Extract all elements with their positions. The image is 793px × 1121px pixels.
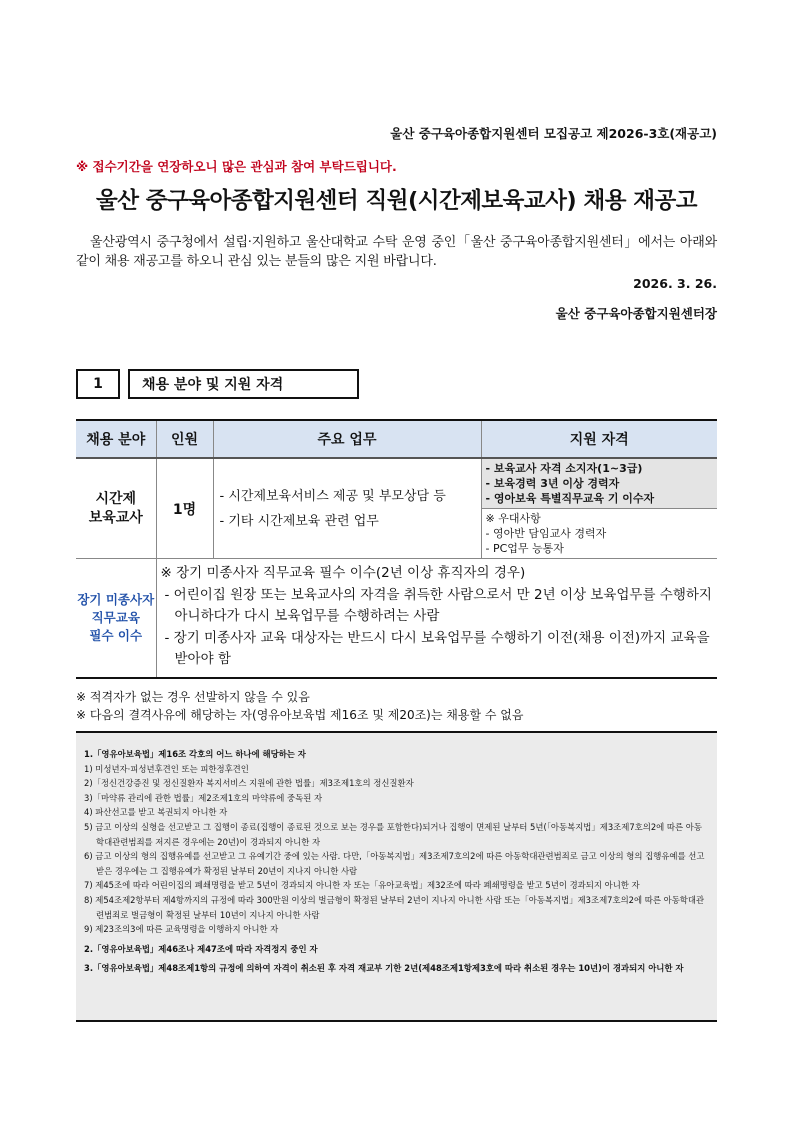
field-name-line1: 시간제 <box>95 490 137 507</box>
preference-item: - 영아반 담임교사 경력자 <box>485 527 607 540</box>
disqualification-item: 1) 미성년자·피성년후견인 또는 피한정후견인 <box>84 763 249 774</box>
long-term-line1: 장기 미종사자 <box>77 591 155 607</box>
headcount-cell: 1명 <box>156 458 213 559</box>
duties-cell <box>213 458 481 559</box>
section-title: 채용 분야 및 지원 자격 <box>128 369 359 399</box>
note-item: ※ 다음의 결격사유에 해당하는 자(영유아보육법 제16조 및 제20조)는 채용할 수 없음 <box>76 708 524 722</box>
preference-heading: ※ 우대사항 <box>485 512 541 525</box>
disqualification-item: 7) 제45조에 따라 어린이집의 폐쇄명령을 받고 5년이 경과되지 아니한 자 또는「유아교육법」제32조에 따라 폐쇄명령을 받고 5년이 경과되지 아니한 자 <box>84 880 640 891</box>
table-header-row <box>76 420 717 458</box>
organization-name: 울산 중구육아종합지원센터장 <box>555 306 717 321</box>
disqualification-heading: 3.「영유아보육법」제48조제1항의 규정에 의하여 자격이 취소된 후 자격 재교부 기한 2년(제48조제1항제3호에 따라 취소된 경우는 10년)이 경과되지 아니한 자 <box>84 963 684 974</box>
long-term-line3: 필수 이수 <box>89 627 143 643</box>
duty-item: - 기타 시간제보육 관련 업무 <box>219 513 379 529</box>
field-cell <box>76 458 156 559</box>
long-term-item: - 어린이집 원장 또는 보육교사의 자격을 취득한 사람으로서 만 2년 이상 보육업무를 수행하지 아니하다가 다시 보육업무를 수행하려는 사람 <box>164 586 712 624</box>
page-title: 울산 중구육아종합지원센터 직원(시간제보육교사) 채용 재공고 <box>95 188 697 214</box>
disqualification-item: 5) 금고 이상의 실형을 선고받고 그 집행이 종료(집행이 종료된 것으로 보는 경우를 포함한다)되거나 집행이 면제된 날부터 5년(「아동복지법」제3조제7호의2에 따른 아동학대관련범죄를 저지른 경우에는 20년)이 경과되지 아니한 자 <box>84 821 702 847</box>
disqualification-item: 9) 제23조의3에 따른 교육명령을 이행하지 아니한 자 <box>84 924 279 935</box>
notes <box>76 688 523 724</box>
qualification-item: - 영아보육 특별직무교육 기 이수자 <box>485 492 655 505</box>
disqualification-item: 8) 제54조제2항부터 제4항까지의 규정에 따라 300만원 이상의 벌금형이 확정된 날부터 2년이 지나지 아니한 사람 또는「아동복지법」제3조제7호의2에 따른 아동학대관련범죄로 벌금형이 확정된 날부터 10년이 지나지 아니한 사람 <box>84 894 705 920</box>
preference-item: - PC업무 능통자 <box>485 542 564 555</box>
recruitment-table <box>76 419 717 679</box>
disqualification-item: 2)「정신건강증진 및 정신질환자 복지서비스 지원에 관한 법률」제3조제1호의 정신질환자 <box>84 778 414 789</box>
intro-paragraph: 울산광역시 중구청에서 설립·지원하고 울산대학교 수탁 운영 중인「울산 중구육아종합지원센터」에서는 아래와 같이 채용 재공고를 하오니 관심 있는 분들의 많은 지원 바랍니다. <box>76 235 717 269</box>
notice-date: 2026. 3. 26. <box>633 276 717 291</box>
disqualification-item: 3)「마약류 관리에 관한 법률」제2조제1호의 마약류에 중독된 자 <box>84 792 323 803</box>
disqualification-box <box>76 731 717 1022</box>
table-row <box>76 559 717 678</box>
long-term-item: - 장기 미종사자 교육 대상자는 반드시 다시 보육업무를 수행하기 이전(채용 이전)까지 교육을 받아야 함 <box>164 629 710 667</box>
header-duties: 주요 업무 <box>213 420 481 458</box>
qualification-item: - 보육교사 자격 소지자(1~3급) <box>485 462 643 475</box>
long-term-line2: 직무교육 <box>91 609 140 625</box>
table-row <box>76 458 717 509</box>
disqualification-item: 4) 파산선고를 받고 복권되지 아니한 자 <box>84 807 228 818</box>
qualification-item: - 보육경력 3년 이상 경력자 <box>485 477 620 490</box>
extension-notice: ※ 접수기간을 연장하오니 많은 관심과 참여 부탁드립니다. <box>76 159 397 174</box>
preferences-cell <box>481 509 717 559</box>
disqualification-heading: 2.「영유아보육법」제46조나 제47조에 따라 자격정지 중인 자 <box>84 943 318 954</box>
long-term-heading: ※ 장기 미종사자 직무교육 필수 이수(2년 이상 휴직자의 경우) <box>160 565 526 581</box>
qualifications-cell <box>481 458 717 509</box>
duty-item: - 시간제보육서비스 제공 및 부모상담 등 <box>219 488 446 504</box>
field-name-line2: 보육교사 <box>88 509 143 526</box>
header-qualifications: 지원 자격 <box>481 420 717 458</box>
header-field: 채용 분야 <box>76 420 156 458</box>
disqualification-item: 6) 금고 이상의 형의 집행유예를 선고받고 그 유예기간 중에 있는 사람. 다만,「아동복지법」제3조제7호의2에 따른 아동학대관련범죄로 금고 이상의 형의 집행유예를 선고받은 경우에는 그 집행유예가 확정된 날부터 20년이 지나지 아니한 사람 <box>84 851 705 876</box>
long-term-body-cell <box>156 559 717 678</box>
header-count: 인원 <box>156 420 213 458</box>
notice-number: 울산 중구육아종합지원센터 모집공고 제2026-3호(재공고) <box>390 126 717 141</box>
note-item: ※ 적격자가 없는 경우 선발하지 않을 수 있음 <box>76 690 310 704</box>
section-number: 1 <box>76 369 120 399</box>
disqualification-heading: 1.「영유아보육법」제16조 각호의 어느 하나에 해당하는 자 <box>84 749 306 759</box>
long-term-field-cell <box>76 559 156 678</box>
